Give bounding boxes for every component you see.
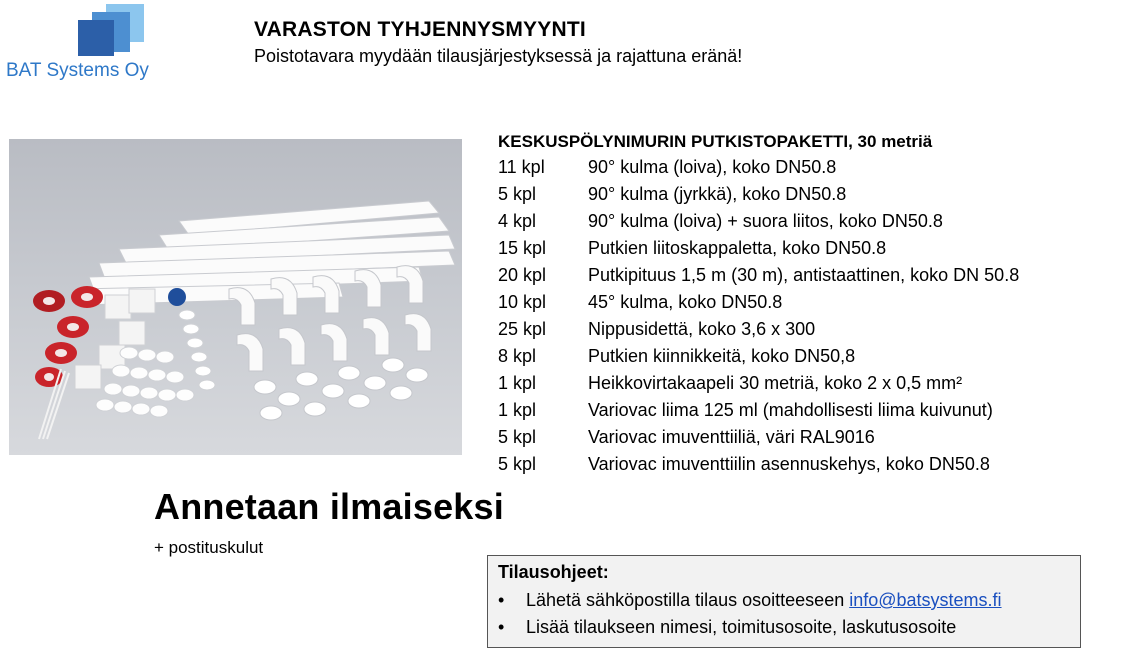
item-desc: Variovac imuventtiiliä, väri RAL9016: [588, 427, 875, 447]
item-desc: Variovac liima 125 ml (mahdollisesti liima kuivunut): [588, 400, 993, 420]
item-desc: Nippusidettä, koko 3,6 x 300: [588, 319, 816, 339]
item-qty: 25 kpl: [498, 319, 547, 339]
list-item: [498, 181, 1118, 208]
bullet-icon: •: [498, 590, 505, 610]
list-item: [498, 614, 1070, 641]
package-contents: [498, 132, 1118, 478]
list-item: [498, 289, 1118, 316]
list-item: [498, 262, 1118, 289]
list-item: [498, 316, 1118, 343]
list-item: [498, 154, 1118, 181]
order-line-email: [526, 587, 1002, 614]
email-link[interactable]: info@batsystems.fi: [849, 590, 1002, 610]
item-desc: 45° kulma, koko DN50.8: [588, 292, 783, 312]
item-qty: 11 kpl: [498, 157, 545, 177]
company-logo: [4, 2, 179, 84]
bullet-icon: •: [498, 617, 505, 637]
list-item: [498, 587, 1070, 614]
item-qty: 15 kpl: [498, 238, 547, 258]
list-item: [498, 397, 1118, 424]
item-desc: Putkien liitoskappaletta, koko DN50.8: [588, 238, 887, 258]
item-desc: 90° kulma (loiva), koko DN50.8: [588, 157, 837, 177]
order-line-text: Lisää tilaukseen nimesi, toimitusosoite, laskutusosoite: [526, 617, 957, 637]
order-line-text: Lähetä sähköpostilla tilaus osoitteeseen: [526, 590, 850, 610]
item-desc: 90° kulma (loiva) + suora liitos, koko DN50.8: [588, 211, 943, 231]
item-desc: 90° kulma (jyrkkä), koko DN50.8: [588, 184, 847, 204]
item-qty: 1 kpl: [498, 400, 537, 420]
item-desc: Variovac imuventtiilin asennuskehys, koko DN50.8: [588, 454, 990, 474]
order-instructions-box: [487, 555, 1081, 648]
order-title: Tilausohjeet:: [498, 562, 609, 582]
product-photo: [9, 139, 462, 455]
list-item: [498, 235, 1118, 262]
item-qty: 5 kpl: [498, 427, 537, 447]
item-qty: 20 kpl: [498, 265, 547, 285]
company-name: BAT Systems Oy: [6, 60, 149, 81]
logo-squares-icon: [76, 2, 146, 60]
item-qty: 10 kpl: [498, 292, 547, 312]
item-desc: Putkien kiinnikkeitä, koko DN50,8: [588, 346, 856, 366]
list-item: [498, 370, 1118, 397]
package-title: KESKUSPÖLYNIMURIN PUTKISTOPAKETTI, 30 metriä: [498, 132, 933, 151]
list-item: [498, 208, 1118, 235]
item-qty: 5 kpl: [498, 454, 537, 474]
item-qty: 5 kpl: [498, 184, 537, 204]
header: [254, 18, 742, 67]
item-qty: 1 kpl: [498, 373, 537, 393]
item-desc: Putkipituus 1,5 m (30 m), antistaattinen, koko DN 50.8: [588, 265, 1020, 285]
offer-note: + postituskulut: [154, 538, 264, 557]
page-subtitle: Poistotavara myydään tilausjärjestyksessä ja rajattuna eränä!: [254, 46, 743, 66]
item-qty: 4 kpl: [498, 211, 537, 231]
item-qty: 8 kpl: [498, 346, 537, 366]
list-item: [498, 343, 1118, 370]
list-item: [498, 451, 1118, 478]
page-title: VARASTON TYHJENNYSMYYNTI: [254, 18, 586, 41]
item-desc: Heikkovirtakaapeli 30 metriä, koko 2 x 0,5 mm²: [588, 373, 963, 393]
list-item: [498, 424, 1118, 451]
offer-headline: Annetaan ilmaiseksi: [154, 486, 504, 527]
